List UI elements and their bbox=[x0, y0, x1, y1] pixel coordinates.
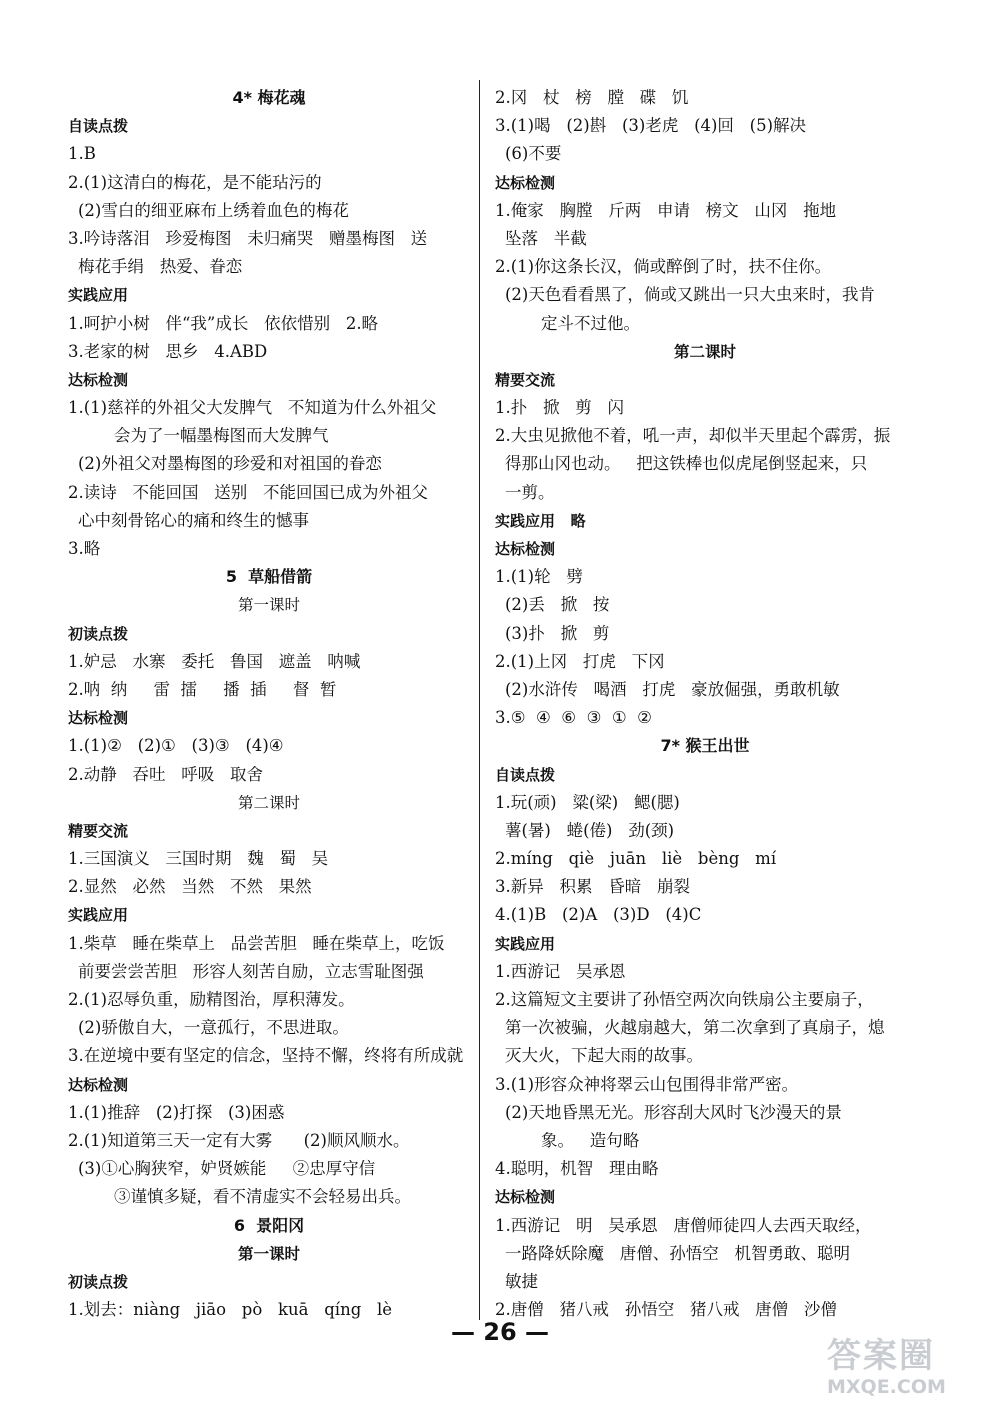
lesson-title: 5 草船借箭 bbox=[225, 567, 313, 587]
answer-line: 2.(1)上冈 打虎 下冈 bbox=[495, 651, 665, 671]
answer-line: 1.柴草 睡在柴草上 品尝苦胆 睡在柴草上，吃饭 bbox=[68, 933, 445, 953]
section-heading: 实践应用 略 bbox=[495, 511, 586, 530]
answer-line: 一剪。 bbox=[505, 482, 555, 502]
period-heading: 第二课时 bbox=[673, 342, 736, 361]
section-heading: 自读点拨 bbox=[68, 117, 129, 136]
section-heading: 达标检测 bbox=[68, 370, 129, 389]
period-heading: 第二课时 bbox=[237, 793, 300, 812]
section-heading: 自读点拨 bbox=[495, 765, 556, 784]
answer-line: (6)不要 bbox=[505, 144, 562, 164]
answer-line: 1.(1)② (2)① (3)③ (4)④ bbox=[68, 736, 284, 756]
answer-line: 会为了一幅墨梅图而大发脾气 bbox=[114, 426, 329, 446]
answer-line: 1.扑 掀 剪 闪 bbox=[495, 398, 624, 418]
answer-line: 前要尝尝苦胆 形容人刻苦自励，立志雪耻图强 bbox=[78, 961, 424, 981]
answer-line: 3.在逆境中要有坚定的信念，坚持不懈，终将有所成就 bbox=[68, 1046, 464, 1066]
answer-line: 3.(1)形容众神将翠云山包围得非常严密。 bbox=[495, 1074, 799, 1094]
answer-line: 一路降妖除魔 唐僧、孙悟空 机智勇敢、聪明 bbox=[505, 1243, 850, 1263]
answer-line: 1.B bbox=[68, 144, 96, 164]
answer-line: 第一次被骗，火越扇越大，第二次拿到了真扇子，熄 bbox=[505, 1018, 885, 1038]
answer-line: (2)丢 掀 按 bbox=[505, 595, 610, 615]
answer-line: (3)扑 掀 剪 bbox=[505, 623, 610, 643]
watermark-glyphs: 答案圈 bbox=[827, 1336, 935, 1376]
answer-line: 1.(1)推辞 (2)打探 (3)困惑 bbox=[68, 1102, 285, 1122]
answer-line: (2)外祖父对墨梅图的珍爱和对祖国的眷恋 bbox=[78, 454, 382, 474]
answer-line: 3.⑤ ④ ⑥ ③ ① ② bbox=[495, 708, 652, 728]
answer-line: 3.吟诗落泪 珍爱梅图 未归痛哭 赠墨梅图 送 bbox=[68, 228, 428, 248]
left-column bbox=[68, 84, 470, 1324]
column-divider bbox=[479, 80, 480, 1320]
page-number: — 26 — bbox=[450, 1318, 550, 1346]
answer-line: 灭大火，下起大雨的故事。 bbox=[505, 1046, 703, 1066]
answer-line: 2.(1)你这条长汉，倘或醉倒了时，扶不住你。 bbox=[495, 257, 832, 277]
answer-line: 1.俺家 胸膛 斤两 申请 榜文 山冈 拖地 bbox=[495, 200, 837, 220]
watermark-logo bbox=[827, 1336, 972, 1404]
answer-line: (2)骄傲自大，一意孤行，不思进取。 bbox=[78, 1018, 349, 1038]
answer-line: 得那山冈也动。 把这铁棒也似虎尾倒竖起来，只 bbox=[505, 454, 868, 474]
answer-line: 2.冈 杖 榜 膛 碟 饥 bbox=[495, 88, 689, 107]
answer-line: 3.老家的树 思乡 4.ABD bbox=[68, 341, 268, 361]
answer-line: 3.新异 积累 昏暗 崩裂 bbox=[495, 877, 690, 897]
section-heading: 实践应用 bbox=[68, 906, 129, 925]
section-heading: 达标检测 bbox=[495, 173, 556, 192]
answer-line: 2.这篇短文主要讲了孙悟空两次向铁扇公主要扇子， bbox=[495, 990, 874, 1009]
answer-line: 1.呵护小树 伴“我”成长 依依惜别 2.略 bbox=[68, 313, 379, 333]
answer-line: (3)①心胸狭窄，妒贤嫉能 ②忠厚守信 bbox=[78, 1159, 376, 1179]
answer-line: 1.三国演义 三国时期 魏 蜀 吴 bbox=[68, 849, 329, 869]
answer-line: 1.划去：niàng jiāo pò kuā qíng lè bbox=[68, 1300, 393, 1320]
section-heading: 达标检测 bbox=[68, 1075, 129, 1094]
lesson-title: 4* 梅花魂 bbox=[232, 88, 306, 107]
answer-line: 定斗不过他。 bbox=[541, 313, 640, 333]
period-heading: 第一课时 bbox=[237, 596, 300, 615]
answer-line: 2.显然 必然 当然 不然 果然 bbox=[68, 877, 312, 897]
answer-line: (2)雪白的细亚麻布上绣着血色的梅花 bbox=[78, 200, 349, 220]
section-heading: 实践应用 bbox=[495, 934, 556, 953]
answer-line: 1.(1)慈祥的外祖父大发脾气 不知道为什么外祖父 bbox=[68, 398, 437, 418]
answer-line: 2.呐 纳 雷 擂 播 插 督 暂 bbox=[68, 679, 337, 699]
section-heading: 初读点拨 bbox=[68, 624, 129, 643]
answer-line: 敏捷 bbox=[505, 1271, 538, 1291]
section-heading: 精要交流 bbox=[495, 370, 556, 389]
section-heading: 达标检测 bbox=[68, 709, 129, 728]
answer-line: 2.唐僧 猪八戒 孙悟空 猪八戒 唐僧 沙僧 bbox=[495, 1300, 837, 1320]
answer-line: 2.大虫见掀他不着，吼一声，却似半天里起个霹雳，振 bbox=[495, 426, 891, 446]
answer-line: 1.(1)轮 劈 bbox=[495, 567, 583, 587]
answer-line: 3.略 bbox=[68, 539, 101, 558]
answer-line: (2)水浒传 喝酒 打虎 豪放倔强，勇敢机敏 bbox=[505, 679, 840, 699]
answer-line: 2.(1)忍辱负重，励精图治，厚积薄发。 bbox=[68, 990, 355, 1009]
answer-line: 心中刻骨铭心的痛和终生的憾事 bbox=[78, 510, 309, 530]
answer-line: 1.玩(顽) 粱(梁) 鳃(腮) bbox=[495, 792, 680, 812]
answer-line: 2.(1)知道第三天一定有大雾 (2)顺风顺水。 bbox=[68, 1130, 410, 1150]
answer-line: 2.动静 吞吐 呼吸 取舍 bbox=[68, 764, 263, 784]
answer-line: 2.读诗 不能回国 送别 不能回国已成为外祖父 bbox=[68, 482, 428, 502]
right-column bbox=[495, 84, 915, 1324]
lesson-title: 6 景阳冈 bbox=[233, 1215, 305, 1235]
answer-line: 1.西游记 吴承恩 bbox=[495, 961, 626, 981]
answer-line: (2)天地昏黑无光。形容刮大风时飞沙漫天的景 bbox=[505, 1102, 842, 1122]
answer-line: 4.聪明，机智 理由略 bbox=[495, 1159, 659, 1179]
section-heading: 实践应用 bbox=[68, 286, 129, 305]
answer-line: 4.(1)B (2)A (3)D (4)C bbox=[495, 905, 702, 925]
section-heading: 达标检测 bbox=[495, 1188, 556, 1207]
answer-line: 2.(1)这清白的梅花，是不能玷污的 bbox=[68, 172, 322, 192]
answer-line: 象。 造句略 bbox=[541, 1130, 640, 1150]
answer-line: 梅花手绢 热爱、眷恋 bbox=[78, 257, 243, 277]
answer-line: ③谨慎多疑，看不清虚实不会轻易出兵。 bbox=[114, 1187, 411, 1207]
lesson-title: 7* 猴王出世 bbox=[660, 736, 750, 756]
answer-line: 1.妒忌 水寨 委托 鲁国 遮盖 呐喊 bbox=[68, 651, 361, 671]
answer-line: (2)天色看看黑了，倘或又跳出一只大虫来时，我肯 bbox=[505, 285, 875, 305]
section-heading: 初读点拨 bbox=[68, 1272, 129, 1291]
section-heading: 精要交流 bbox=[68, 821, 129, 840]
answer-line: 2.míng qiè juān liè bèng mí bbox=[495, 849, 777, 869]
period-heading: 第一课时 bbox=[237, 1244, 300, 1263]
answer-line: 3.(1)喝 (2)斟 (3)老虎 (4)回 (5)解决 bbox=[495, 116, 807, 136]
answer-line: 1.西游记 明 吴承恩 唐僧师徒四人去西天取经， bbox=[495, 1215, 872, 1235]
watermark-domain: MXQE.COM bbox=[827, 1376, 946, 1398]
answer-line: 坠落 半截 bbox=[505, 228, 587, 248]
section-heading: 达标检测 bbox=[495, 540, 556, 558]
answer-line: 薯(暑) 蜷(倦) 劲(颈) bbox=[505, 820, 675, 840]
